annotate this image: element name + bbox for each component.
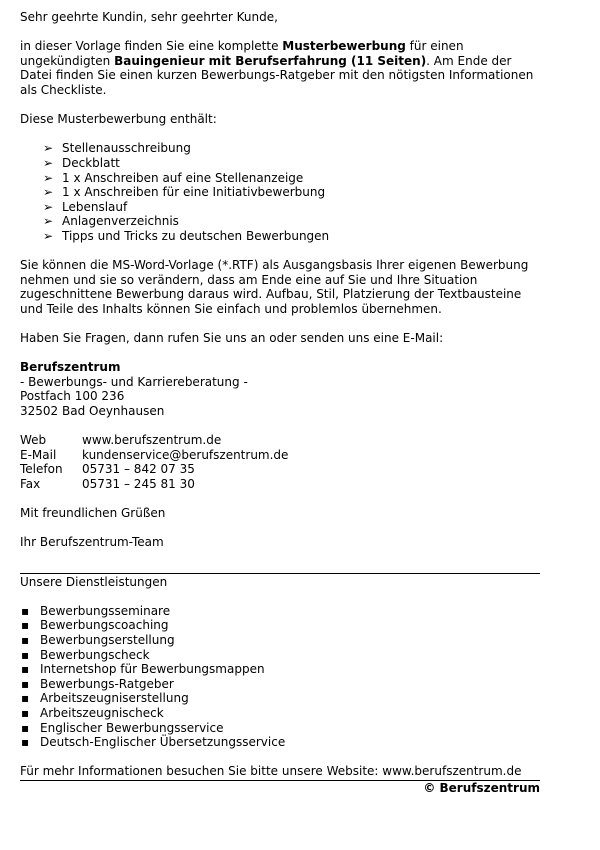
square-bullet-icon: ▪ — [21, 662, 30, 677]
list-item: ➢ Anlagenverzeichnis — [43, 214, 179, 229]
signature: Ihr Berufszentrum-Team — [20, 535, 164, 550]
list-item: ▪ Deutsch-Englischer Übersetzungsservice — [21, 735, 286, 750]
square-bullet-icon: ▪ — [21, 735, 30, 750]
footer-website-note: Für mehr Informationen besuchen Sie bitte unsere Website: www.berufszentrum.de — [20, 764, 540, 781]
square-bullet-icon: ▪ — [21, 618, 30, 633]
list-item: ➢ Tipps und Tricks zu deutschen Bewerbungen — [43, 228, 330, 243]
fax-value: 05731 – 245 81 30 — [82, 477, 195, 491]
intro-paragraph: in dieser Vorlage finden Sie eine komplette Musterbewerbung für einen ungekündigten Bauingenieur mit Berufserfahrung (11 Seiten). Am Ende der Datei finden Sie einen kurzen Bewerbungs-Ratgeber mit den nötigsten Informationen als Checkliste. — [20, 39, 534, 97]
arrow-bullet-icon: ➢ — [43, 228, 54, 243]
list-item: ➢ Deckblatt — [43, 155, 120, 170]
list-item: ▪ Arbeitszeugniserstellung — [21, 691, 189, 706]
arrow-bullet-icon: ➢ — [43, 155, 54, 170]
list-item: ▪ Bewerbungsseminare — [21, 603, 171, 618]
document-body — [20, 10, 540, 795]
intro-bold-profession: Bauingenieur mit Berufserfahrung (11 Seiten) — [114, 53, 427, 68]
arrow-bullet-icon: ➢ — [43, 199, 54, 214]
square-bullet-icon: ▪ — [21, 632, 30, 647]
services-heading: Unsere Dienstleistungen — [20, 574, 168, 589]
questions-paragraph: Haben Sie Fragen, dann rufen Sie uns an oder senden uns eine E-Mail: — [20, 331, 444, 346]
square-bullet-icon: ▪ — [21, 705, 30, 720]
intro-bold-product: Musterbewerbung — [282, 39, 406, 54]
closing: Mit freundlichen Grüßen — [20, 506, 166, 521]
contact-fax: Fax 05731 – 245 81 30 — [20, 477, 195, 491]
square-bullet-icon: ▪ — [21, 720, 30, 735]
address-block — [20, 360, 540, 418]
list-item: ➢ 1 x Anschreiben für eine Initiativbewerbung — [43, 185, 326, 200]
contents-heading: Diese Musterbewerbung enthält: — [20, 112, 217, 127]
arrow-bullet-icon: ➢ — [43, 185, 54, 200]
square-bullet-icon: ▪ — [21, 676, 30, 691]
salutation: Sehr geehrte Kundin, sehr geehrter Kunde, — [20, 10, 278, 24]
square-bullet-icon: ▪ — [21, 691, 30, 706]
postbox: Postfach 100 236 — [20, 389, 125, 404]
phone-value: 05731 – 842 07 35 — [82, 462, 195, 477]
services-list — [20, 604, 540, 750]
contact-web: Web www.berufszentrum.de — [20, 433, 222, 448]
company-tagline: - Bewerbungs- und Karriereberatung - — [20, 374, 248, 389]
arrow-bullet-icon: ➢ — [43, 214, 54, 229]
list-item: ▪ Arbeitszeugnischeck — [21, 705, 164, 720]
list-item: ➢ Stellenausschreibung — [43, 141, 191, 156]
list-item: ▪ Internetshop für Bewerbungsmappen — [21, 662, 265, 677]
list-item: ▪ Bewerbungscheck — [21, 647, 150, 662]
divider — [20, 573, 540, 574]
contact-email: E-Mail kundenservice@berufszentrum.de — [20, 447, 289, 462]
contact-phone: Telefon 05731 – 842 07 35 — [20, 462, 195, 477]
email-link[interactable]: kundenservice@berufszentrum.de — [82, 447, 289, 462]
company-name: Berufszentrum — [20, 360, 121, 375]
list-item: ▪ Bewerbungserstellung — [21, 632, 175, 647]
list-item: ▪ Bewerbungscoaching — [21, 618, 169, 633]
website-link[interactable]: www.berufszentrum.de — [82, 433, 222, 448]
city: 32502 Bad Oeynhausen — [20, 404, 165, 419]
arrow-bullet-icon: ➢ — [43, 170, 54, 185]
contents-list — [20, 141, 540, 243]
square-bullet-icon: ▪ — [21, 603, 30, 618]
list-item: ➢ 1 x Anschreiben auf eine Stellenanzeige — [43, 170, 304, 185]
square-bullet-icon: ▪ — [21, 647, 30, 662]
list-item: ▪ Bewerbungs-Ratgeber — [21, 676, 174, 691]
list-item: ➢ Lebenslauf — [43, 199, 128, 214]
arrow-bullet-icon: ➢ — [43, 141, 54, 156]
contact-block — [20, 433, 540, 491]
usage-paragraph: Sie können die MS-Word-Vorlage (*.RTF) als Ausgangsbasis Ihrer eigenen Bewerbung nehmen und sie so verändern, dass am Ende eine auf Sie und Ihre Situation zugeschnittene Bewerbung daraus wird. Aufbau, Stil, Platzierung der Textbausteine und Teile des Inhalts können Sie einfach und problemlos übernehmen. — [20, 258, 529, 316]
copyright: © Berufszentrum — [423, 780, 540, 795]
list-item: ▪ Englischer Bewerbungsservice — [21, 720, 224, 735]
